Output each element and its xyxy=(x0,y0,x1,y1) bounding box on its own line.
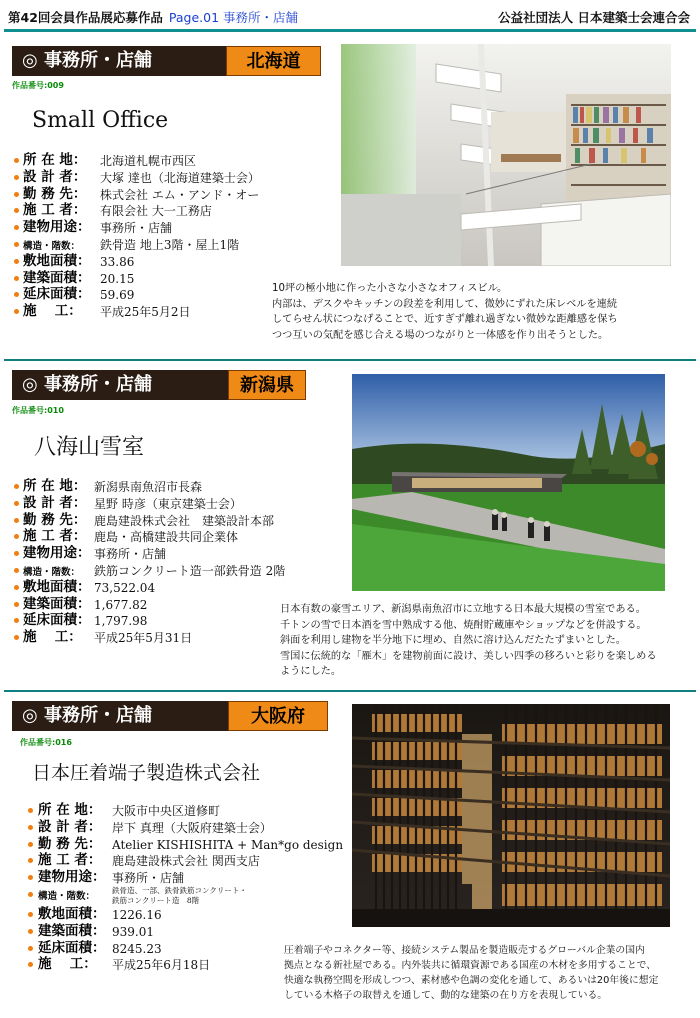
detail-label: 建築面積： xyxy=(23,595,91,612)
detail-label: 勤 務 先： xyxy=(23,511,87,528)
detail-label: 敷地面積： xyxy=(23,578,91,595)
section-divider xyxy=(4,359,696,361)
detail-label: 所 在 地： xyxy=(38,802,102,818)
detail-label: 敷地面積： xyxy=(38,905,106,922)
detail-value: 鹿島建設株式会社 関西支店 xyxy=(112,854,260,869)
detail-value: 20.15 xyxy=(100,271,135,286)
entry-016 xyxy=(0,694,700,1018)
detail-label: 構造・階数： xyxy=(23,240,81,252)
work-number: 作品番号:016 xyxy=(20,738,72,747)
detail-label: 勤 務 先： xyxy=(38,835,102,852)
detail-label: 建物用途： xyxy=(23,545,91,562)
detail-label: 延床面積： xyxy=(23,286,91,303)
category-banner: ◎ 事務所・店舗 xyxy=(12,46,230,76)
detail-value: 株式会社 エム・アンド・オー xyxy=(100,187,260,202)
work-title: Small Office xyxy=(32,108,169,133)
work-number: 作品番号:009 xyxy=(12,81,64,90)
detail-label: 敷地面積： xyxy=(23,252,91,269)
detail-label: 設 計 者： xyxy=(23,494,87,511)
category-banner: ◎ 事務所・店舗 xyxy=(12,370,232,400)
work-title: 八海山雪室 xyxy=(34,435,145,460)
header-left xyxy=(8,8,298,26)
detail-value: 有限会社 大一工務店 xyxy=(100,204,212,219)
detail-value: 鹿島・高橋建設共同企業体 xyxy=(94,530,239,545)
detail-value: 事務所・店舗 xyxy=(112,871,185,886)
description-line: 日本有数の豪雪エリア、新潟県南魚沼市に立地する日本最大規模の雪室である。 xyxy=(280,604,646,615)
detail-value: 事務所・店舗 xyxy=(94,547,167,562)
detail-value: 岸下 真理（大阪府建築士会） xyxy=(112,820,272,835)
page-label: Page.01 事務所・店舗 xyxy=(168,10,299,25)
prefecture-badge: 新潟県 xyxy=(228,370,306,400)
description-line: してらせん状につなげることで、近すぎず離れ過ぎない微妙な距離感を保ち xyxy=(272,314,618,325)
detail-label: 所 在 地： xyxy=(23,478,87,494)
detail-value: 大阪市中央区道修町 xyxy=(112,804,221,818)
exhibition-title: 第42回会員作品展応募作品 xyxy=(8,10,163,25)
photo-small-office xyxy=(341,44,671,266)
detail-label: 設 計 者： xyxy=(38,818,102,835)
detail-label: 勤 務 先： xyxy=(23,185,87,202)
photo-hakkaisan-yukimuro xyxy=(352,374,665,591)
detail-value: 大塚 達也（北海道建築士会） xyxy=(100,170,260,185)
detail-label: 施 工 者： xyxy=(38,852,102,869)
description-line: 10坪の極小地に作った小さな小さなオフィスビル。 xyxy=(272,283,508,294)
detail-label: 施 工： xyxy=(23,303,82,320)
entry-010 xyxy=(0,364,700,686)
detail-label: 施 工 者： xyxy=(23,528,87,545)
detail-label: 建築面積： xyxy=(38,922,106,939)
description-line: している木格子の取替えを通して、動的な建築の在り方を表現している。 xyxy=(284,990,608,1001)
detail-value: 事務所・店舗 xyxy=(100,221,173,236)
work-number: 作品番号:010 xyxy=(12,406,64,415)
detail-value: 鹿島建設株式会社 建築設計本部 xyxy=(94,513,275,528)
detail-value: 1,797.98 xyxy=(94,614,148,629)
detail-value: Atelier KISHISHITA + Man*go design xyxy=(112,837,344,852)
detail-value: 939.01 xyxy=(112,924,154,939)
detail-label: 建物用途： xyxy=(23,219,91,236)
detail-value: 北海道札幌市西区 xyxy=(100,154,197,168)
detail-value: 鉄筋コンクリート造一部鉄骨造 2階 xyxy=(94,563,286,578)
detail-label: 建物用途： xyxy=(38,869,106,886)
detail-value: 59.69 xyxy=(100,288,135,303)
detail-label: 施 工： xyxy=(23,629,82,646)
description-line: 拠点となる新社屋である。内外装共に循環資源である国産の木材を多用することで、 xyxy=(284,960,657,971)
detail-label: 施 工 者： xyxy=(23,202,87,219)
prefecture-badge: 北海道 xyxy=(226,46,321,76)
section-divider xyxy=(4,690,696,692)
detail-value: 鉄骨造、一部、鉄骨鉄筋コンクリート・ xyxy=(112,885,247,895)
detail-value: 鉄骨造 地上3階・屋上1階 xyxy=(100,237,240,252)
description-line: 内部は、デスクやキッチンの段差を利用して、微妙にずれた床レベルを連続 xyxy=(272,298,618,310)
detail-value: 1226.16 xyxy=(112,907,162,922)
category-banner: ◎ 事務所・店舗 xyxy=(12,701,234,731)
entry-009 xyxy=(0,40,700,358)
page-header xyxy=(0,0,700,30)
detail-label: 所 在 地： xyxy=(23,152,87,168)
detail-value: 星野 時彦（東京建築士会） xyxy=(94,496,242,511)
description-line: 圧着端子やコネクター等、接続システム製品を製造販売するグローバル企業の国内 xyxy=(284,945,645,956)
detail-label: 建築面積： xyxy=(23,269,91,286)
description-line: 快適な執務空間を形成しつつ、素材感や色調の変化を通して、あるいは20年後に想定 xyxy=(284,975,659,986)
work-title: 日本圧着端子製造株式会社 xyxy=(32,762,261,784)
description-line: つつ互いの気配を感じ合える場のつながりと一体感を作り出そうとした。 xyxy=(272,329,609,341)
detail-value: 平成25年5月31日 xyxy=(94,631,193,646)
prefecture-badge: 大阪府 xyxy=(228,701,328,731)
organization-name: 公益社団法人 日本建築士会連合会 xyxy=(498,10,690,25)
detail-value: 新潟県南魚沼市長森 xyxy=(94,480,203,494)
detail-value: 1,677.82 xyxy=(94,597,148,612)
detail-value: 33.86 xyxy=(100,254,135,269)
description-line: ようにした。 xyxy=(280,666,342,677)
description-line: 雪国に伝統的な「雁木」を建物前面に設け、美しい四季の移ろいと彩りを楽しめる xyxy=(280,650,657,662)
detail-value: 73,522.04 xyxy=(94,580,156,595)
description-line: 千トンの雪で日本酒を雪中熟成する他、焼酎貯蔵庫やショップなどを併設する。 xyxy=(280,619,647,631)
detail-label: 延床面積： xyxy=(38,939,106,956)
photo-jst-building xyxy=(352,704,670,927)
work-description xyxy=(272,281,618,343)
detail-value: 平成25年5月2日 xyxy=(100,305,191,320)
detail-value: 平成25年6月18日 xyxy=(112,958,211,973)
detail-label: 構造・階数： xyxy=(23,566,81,578)
detail-label: 構造・階数： xyxy=(38,890,96,902)
detail-label: 設 計 者： xyxy=(23,168,87,185)
detail-label: 延床面積： xyxy=(23,612,91,629)
work-description xyxy=(280,602,657,680)
detail-value-continued: 鉄筋コンクリート造 8階 xyxy=(112,895,200,905)
header-divider xyxy=(4,29,696,32)
description-line: 斜面を利用し建物を半分地下に埋め、自然に溶け込んだたたずまいとした。 xyxy=(280,635,626,646)
detail-label: 施 工： xyxy=(38,956,97,973)
work-description xyxy=(284,943,658,1003)
detail-value: 8245.23 xyxy=(112,941,162,956)
